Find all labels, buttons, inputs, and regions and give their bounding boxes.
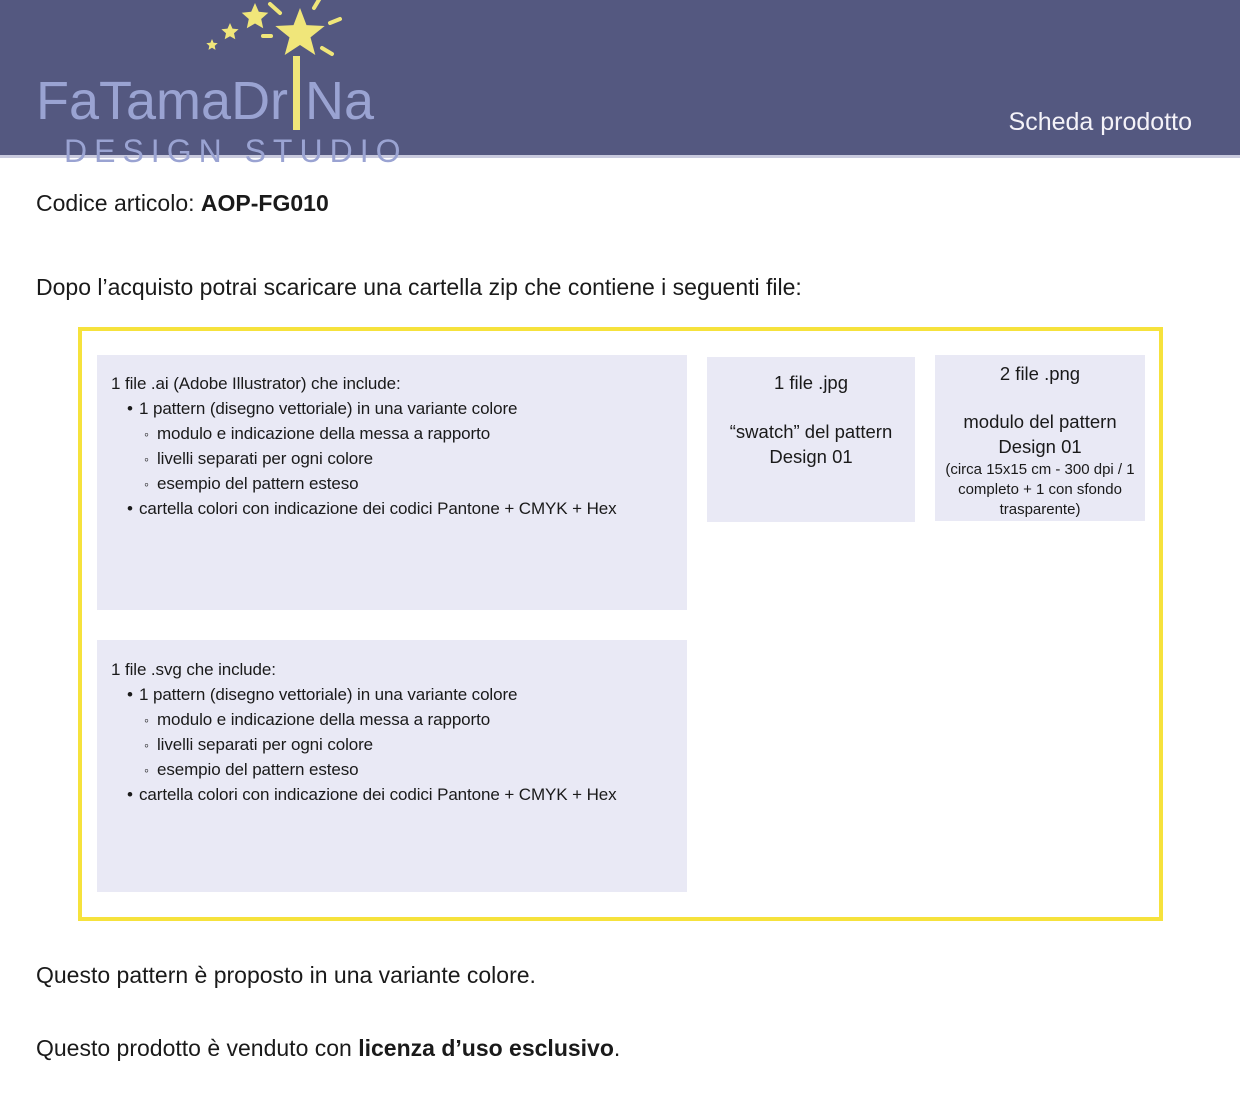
bullet-item: ◦ modulo e indicazione della messa a rapporto — [111, 707, 677, 732]
panel-ai-file — [97, 355, 687, 610]
license-bold: licenza d’uso esclusivo — [358, 1035, 614, 1061]
panel-png-file — [935, 355, 1145, 521]
bullet-item: ◦ modulo e indicazione della messa a rapporto — [111, 421, 677, 446]
panel-png-note: (circa 15x15 cm - 300 dpi / 1 completo + 1 con sfondo trasparente) — [945, 461, 1135, 518]
bullet-item: ◦ esempio del pattern esteso — [111, 471, 677, 496]
bullet-item: ◦ esempio del pattern esteso — [111, 757, 677, 782]
panel-ai-title: 1 file .ai (Adobe Illustrator) che include: — [111, 374, 401, 393]
license-suffix: . — [613, 1035, 621, 1061]
bullet-item: • 1 pattern (disegno vettoriale) in una variante colore — [111, 682, 677, 707]
bullet-item: ◦ livelli separati per ogni colore — [111, 732, 677, 757]
panel-svg-file — [97, 640, 687, 892]
bullet-item: • cartella colori con indicazione dei codici Pantone + CMYK + Hex — [111, 496, 677, 521]
bullet-item: ◦ livelli separati per ogni colore — [111, 446, 677, 471]
brand-subtitle: DESIGN STUDIO — [64, 133, 408, 169]
logo-stars-icon — [170, 0, 348, 72]
license-note — [36, 1035, 620, 1062]
article-code-value: AOP-FG010 — [200, 190, 329, 216]
brand-name-part2: Na — [305, 71, 375, 131]
panel-jpg-file — [707, 357, 915, 522]
page-title: Scheda prodotto — [1008, 108, 1192, 136]
brand-name — [36, 56, 407, 131]
panel-jpg-line2: Design 01 — [769, 446, 853, 467]
panel-png-title: 2 file .png — [999, 363, 1081, 384]
brand-logo — [36, 56, 407, 167]
license-prefix: Questo prodotto è venduto con — [36, 1035, 359, 1061]
panel-jpg-line1: “swatch” del pattern — [729, 421, 893, 442]
bullet-item: • 1 pattern (disegno vettoriale) in una variante colore — [111, 396, 677, 421]
header — [0, 0, 1240, 169]
article-code-line — [36, 190, 329, 217]
bullet-item: • cartella colori con indicazione dei codici Pantone + CMYK + Hex — [111, 782, 677, 807]
panel-png-line1: modulo del pattern — [963, 411, 1117, 432]
panel-png-line2: Design 01 — [998, 436, 1082, 457]
brand-name-part1: FaTamaDr — [36, 71, 289, 131]
variant-note: Questo pattern è proposto in una variante colore. — [36, 962, 536, 988]
article-code-label: Codice articolo: — [36, 190, 195, 216]
intro-text: Dopo l’acquisto potrai scaricare una cartella zip che contiene i seguenti file: — [36, 274, 802, 300]
files-box — [78, 327, 1163, 921]
logo-wand-icon — [293, 56, 300, 130]
panel-svg-title: 1 file .svg che include: — [111, 660, 276, 679]
panel-jpg-title: 1 file .jpg — [773, 372, 849, 393]
